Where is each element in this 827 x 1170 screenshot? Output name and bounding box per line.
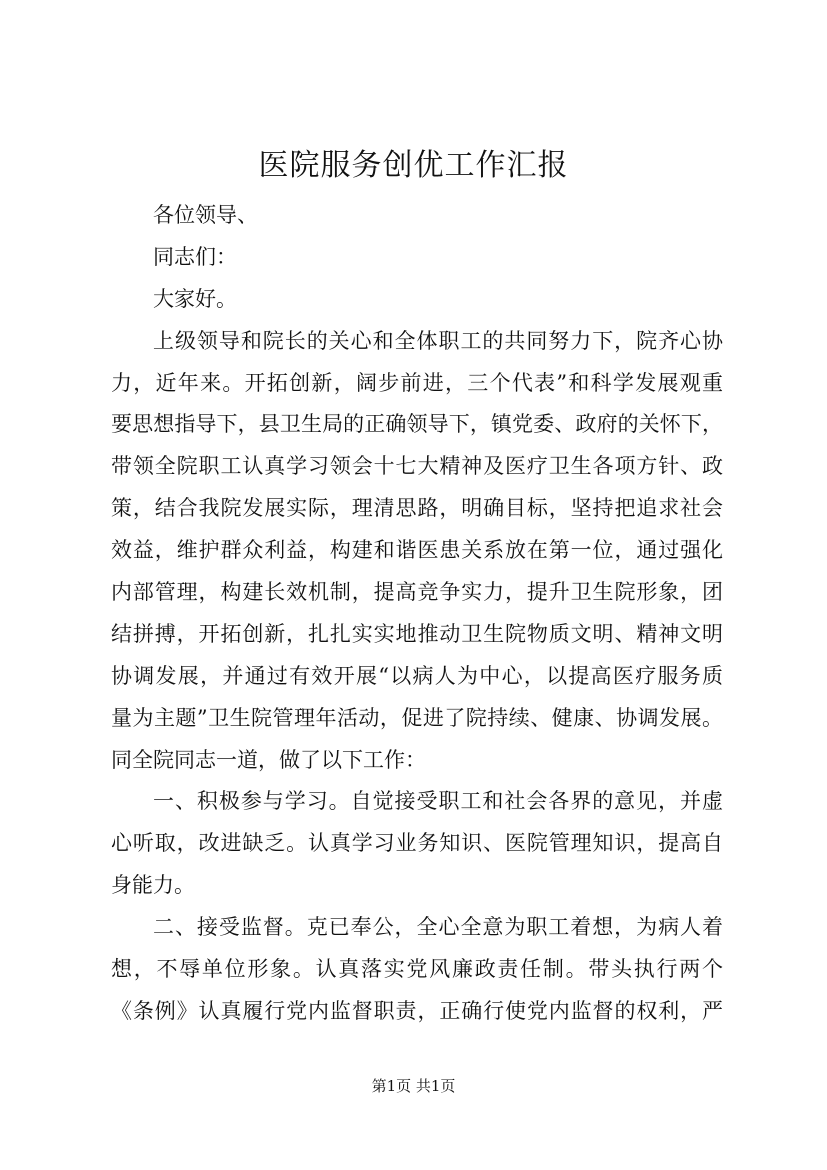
body-line: 《条例》认真履行党内监督职责，正确行使党内监督的权利，严 xyxy=(111,998,723,1023)
body-line: 大家好。 xyxy=(153,286,237,311)
page-number-footer: 第1页 共1页 xyxy=(371,1077,456,1095)
body-line: 想，不辱单位形象。认真落实党风廉政责任制。带头执行两个 xyxy=(111,957,723,982)
body-line: 带领全院职工认真学习领会十七大精神及医疗卫生各项方针、政 xyxy=(111,454,723,479)
body-line: 心听取，改进缺乏。认真学习业务知识、医院管理知识，提高自 xyxy=(111,831,723,856)
document-body xyxy=(111,195,723,1033)
body-line: 结拼搏，开拓创新，扎扎实实地推动卫生院物质文明、精神文明 xyxy=(111,621,723,646)
body-line: 身能力。 xyxy=(111,873,195,898)
body-line: 同全院同志一道，做了以下工作： xyxy=(111,747,426,772)
body-line: 策，结合我院发展实际，理清思路，明确目标，坚持把追求社会 xyxy=(111,496,723,521)
body-line: 一、积极参与学习。自觉接受职工和社会各界的意见，并虚 xyxy=(153,789,723,814)
document-title: 医院服务创优工作汇报 xyxy=(258,148,569,183)
body-line: 上级领导和院长的关心和全体职工的共同努力下，院齐心协 xyxy=(153,328,723,353)
body-line: 二、接受监督。克已奉公，全心全意为职工着想，为病人着 xyxy=(153,915,723,940)
body-line: 量为主题”卫生院管理年活动，促进了院持续、健康、协调发展。 xyxy=(111,705,723,730)
body-line: 力，近年来。开拓创新，阔步前进，三个代表”和科学发展观重 xyxy=(111,370,723,395)
body-line: 各位领导、 xyxy=(153,203,258,227)
body-line: 要思想指导下，县卫生局的正确领导下，镇党委、政府的关怀下， xyxy=(111,412,723,437)
body-line: 内部管理，构建长效机制，提高竞争实力，提升卫生院形象，团 xyxy=(111,580,723,605)
body-line: 同志们： xyxy=(153,244,237,269)
body-line: 效益，维护群众利益，构建和谐医患关系放在第一位，通过强化 xyxy=(111,538,723,563)
body-line: 协调发展，并通过有效开展“以病人为中心，以提高医疗服务质 xyxy=(111,663,723,688)
